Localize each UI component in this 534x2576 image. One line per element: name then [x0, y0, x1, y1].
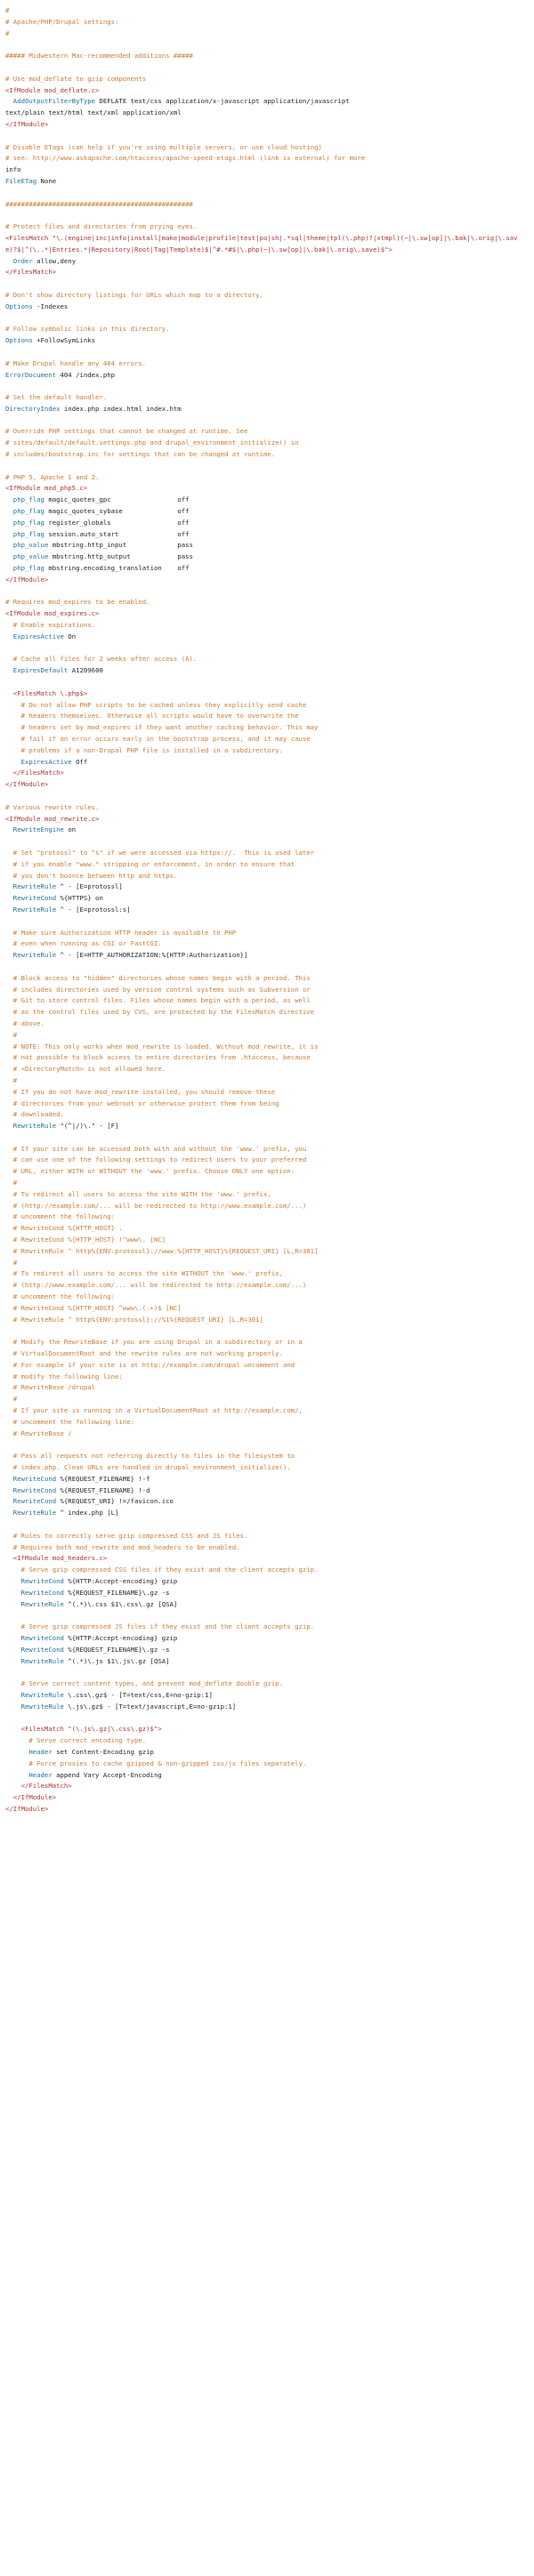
code-line: php_flag magic_quotes_sybase off — [12, 507, 190, 516]
code-line: Order allow,deny — [12, 256, 77, 265]
code-line: # Don't show directory listings for URLs which map to a directory. — [5, 290, 263, 299]
code-line: <FilesMatch "(\.js\.gz|\.css\.gz)$"> — [5, 1725, 162, 1734]
code-line: AddOutputFilterByType DEFLATE text/css application/x-javascript application/javascript — [12, 97, 350, 106]
code-line: # NOTE: This only works when mod_rewrite is loaded. Without mod_rewrite, it is — [5, 1042, 319, 1051]
code-line: # uncomment the following line: — [5, 1417, 134, 1426]
code-line: # — [5, 1179, 18, 1187]
code-line: # Apache/PHP/Drupal settings: — [5, 17, 119, 26]
code-line: # Use mod_deflate to gzip components — [5, 74, 147, 83]
code-line: # Set "protossl" to "s" if we were accessed via https://. This is used later — [5, 848, 315, 857]
code-line: # RewriteRule ^ http%{ENV:protossl}://www.%{HTTP_HOST}%{REQUEST_URI} [L,R=301] — [5, 1246, 319, 1255]
code-line — [5, 210, 529, 221]
code-line: # If you do not have mod_rewrite installed, you should remove these — [5, 1087, 276, 1096]
code-line: RewriteRule ^ - [E=protossl] — [12, 882, 123, 891]
code-line: DirectoryIndex index.php index.html index.htm — [5, 404, 182, 413]
code-line: # Follow symbolic links in this directory. — [5, 325, 170, 334]
code-line — [5, 347, 529, 358]
code-line: RewriteRule \.js\.gz$ - [T=text/javascript,E=no-gzip:1] — [20, 1702, 237, 1711]
code-line — [5, 791, 529, 802]
code-line: <IfModule mod_headers.c> — [5, 1554, 108, 1563]
code-line: php_flag mbstring.encoding_translation off — [12, 564, 190, 573]
code-line: ExpiresActive On — [12, 632, 77, 640]
code-line: # not possible to block access to entire directories from .htaccess, because — [5, 1053, 311, 1062]
code-line: # Requires mod_expires to be enabled. — [5, 598, 150, 607]
code-line: # Do not allow PHP scripts to be cached unless they explicitly send cache — [5, 700, 307, 709]
code-line: # see: http://www.askapache.com/htaccess/apache-speed-etags.html (link is external) for more — [5, 154, 366, 163]
code-line: # headers set by mod_expires if they want another caching behavior. This may — [5, 723, 319, 732]
code-line: # Serve correct encoding type. — [5, 1736, 147, 1745]
code-line: </FilesMatch> — [5, 769, 64, 777]
code-line: </IfModule> — [5, 119, 49, 128]
code-line: # Requires both mod_rewrite and mod_headers to be enabled. — [5, 1542, 240, 1551]
code-line — [5, 962, 529, 973]
code-line: RewriteRule ^ - [E=HTTP_AUTHORIZATION:%{HTTP:Authorization}] — [12, 951, 248, 960]
code-line: # Override PHP settings that cannot be changed at runtime. See — [5, 427, 248, 436]
code-line: RewriteRule "(^|/)\." - [F] — [12, 1122, 119, 1131]
code-line: </IfModule> — [5, 780, 49, 789]
code-line: # modify the following line: — [5, 1372, 123, 1381]
code-line: # To redirect all users to access the site WITH the 'www.' prefix, — [5, 1189, 271, 1198]
code-line: # uncomment the following: — [5, 1212, 116, 1221]
code-line: text/plain text/html text/xml application/xml — [5, 109, 182, 117]
code-line: # URL, either WITH or WITHOUT the 'www.' prefix. Choose ONLY one option: — [5, 1167, 295, 1176]
code-line: RewriteCond %{HTTP:Accept-encoding} gzip — [20, 1576, 178, 1585]
code-line — [5, 188, 529, 199]
code-line: # — [5, 28, 10, 37]
code-line: # uncomment the following: — [5, 1292, 116, 1301]
code-line — [5, 381, 529, 392]
code-line: # you don't bounce between http and https. — [5, 871, 178, 880]
code-line: # — [5, 1395, 18, 1404]
code-line: # Make sure Authorization HTTP header is available to PHP — [5, 928, 237, 937]
code-line: # RewriteCond %{HTTP_HOST} ^www\.(.+)$ [NC] — [5, 1303, 182, 1312]
code-line: # Rules to correctly serve gzip compressed CSS and JS files. — [5, 1531, 248, 1540]
code-line: # includes directories used by version control systems such as Subversion or — [5, 985, 311, 994]
code-line — [5, 39, 529, 51]
code-line: Options -Indexes — [5, 302, 69, 310]
code-line: </IfModule> — [5, 575, 49, 584]
code-line: # Cache all files for 2 weeks after access (A). — [5, 655, 198, 664]
code-line: # Block access to "hidden" directories whose names begin with a period. This — [5, 973, 311, 982]
code-line — [5, 586, 529, 598]
code-line: info — [5, 165, 21, 174]
code-line: # Force proxies to cache gzipped & non-gzipped css/js files separately. — [5, 1759, 307, 1767]
code-line: # VirtualDocumentRoot and the rewrite rules are not working properly. — [5, 1349, 283, 1358]
code-line: # (http://example.com/... will be redirected to http://www.example.com/...) — [5, 1201, 307, 1210]
code-line: # To redirect all users to access the site WITHOUT the 'www.' prefix, — [5, 1269, 283, 1278]
code-line: Header append Vary Accept-Encoding — [28, 1770, 162, 1779]
code-line — [5, 836, 529, 848]
code-line: Header set Content-Encoding gzip — [28, 1747, 154, 1756]
code-line: # can use one of the following settings to redirect users to your preferred — [5, 1155, 307, 1164]
code-line: # headers themselves. Otherwise all scripts would have to overwrite the — [5, 712, 299, 720]
code-line: RewriteCond %{REQUEST_FILENAME}\.gz -s — [20, 1588, 170, 1597]
code-line: RewriteCond %{REQUEST_FILENAME} !-f — [12, 1474, 150, 1483]
code-line: </IfModule> — [5, 1804, 49, 1813]
code-line: # Enable expirations. — [5, 621, 96, 630]
code-line: <IfModule mod_rewrite.c> — [5, 814, 100, 823]
code-line — [5, 643, 529, 655]
code-line: # Make Drupal handle any 404 errors. — [5, 358, 147, 367]
code-line: ErrorDocument 404 /index.php — [5, 370, 116, 379]
code-line: php_flag session.auto_start off — [12, 529, 190, 538]
code-line: php_value mbstring.http_output pass — [12, 552, 193, 561]
code-line: # RewriteCond %{HTTP_HOST} !^www\. [NC] — [5, 1236, 166, 1244]
code-line — [5, 1439, 529, 1451]
code-line: # Serve correct content types, and prevent mod_deflate double gzip. — [5, 1679, 283, 1688]
code-line: <IfModule mod_deflate.c> — [5, 85, 100, 94]
code-line: RewriteRule ^(.*)\.css $1\.css\.gz [QSA] — [20, 1599, 178, 1608]
code-line: php_flag register_globals off — [12, 518, 190, 527]
code-line: # even when running as CGI or FastCGI. — [5, 939, 162, 948]
code-line: # Pass all requests not referring directly to files in the filesystem to — [5, 1452, 295, 1461]
code-line: <IfModule mod_expires.c> — [5, 609, 100, 618]
code-line — [5, 415, 529, 427]
code-line: # — [5, 1075, 18, 1084]
code-line: RewriteCond %{HTTP:Accept-encoding} gzip — [20, 1633, 178, 1642]
code-line — [5, 1132, 529, 1144]
code-line — [5, 313, 529, 325]
code-line: php_flag magic_quotes_gpc off — [12, 495, 190, 504]
code-line: # problems if a non-Drupal PHP file is installed in a subdirectory. — [5, 745, 283, 754]
code-line: RewriteCond %{REQUEST_FILENAME} !-d — [12, 1485, 150, 1494]
code-line: # <DirectoryMatch> is not allowed here. — [5, 1065, 166, 1074]
code-line: RewriteRule ^(.*)\.js $1\.js\.gz [QSA] — [20, 1656, 170, 1665]
code-line: # Modify the RewriteBase if you are using Drupal in a subdirectory or in a — [5, 1338, 303, 1347]
code-line — [5, 1325, 529, 1337]
code-line — [5, 278, 529, 290]
code-line: </FilesMatch> — [5, 1782, 72, 1791]
code-line — [5, 461, 529, 472]
code-line: ##### Midwestern Mac-recommended additions ##### — [5, 52, 193, 60]
code-line — [5, 1519, 529, 1531]
code-line: # directories from your webroot or otherwise protect them from being — [5, 1099, 279, 1107]
code-line: php_value mbstring.http_input pass — [12, 541, 193, 550]
code-line: RewriteRule ^ - [E=protossl:s] — [12, 905, 131, 914]
code-line: RewriteEngine on — [12, 825, 77, 834]
code-line — [5, 916, 529, 928]
code-line: # Disable ETags (can help if you're using multiple servers, or use cloud hosting) — [5, 142, 322, 151]
code-line: # Serve gzip compressed CSS files if they exist and the client accepts gzip. — [5, 1566, 319, 1574]
code-line: # Protect files and directories from prying eyes. — [5, 222, 198, 231]
code-line: # RewriteBase /drupal — [5, 1383, 96, 1392]
code-line: ################################################ — [5, 199, 193, 208]
code-line: # If your site can be accessed both with and without the 'www.' prefix, you — [5, 1144, 307, 1153]
code-line — [5, 1713, 529, 1725]
code-line: RewriteRule \.css\.gz$ - [T=text/css,E=no-gzip:1] — [20, 1690, 213, 1699]
code-line: # RewriteBase / — [5, 1429, 72, 1437]
code-line: RewriteCond %{REQUEST_FILENAME}\.gz -s — [20, 1645, 170, 1654]
code-line — [5, 131, 529, 142]
code-line: # RewriteRule ^ http%{ENV:protossl}://%1%{REQUEST_URI} [L,R=301] — [5, 1315, 263, 1324]
code-line: <FilesMatch "\.(engine|inc|info|install|make|module|profile|test|po|sh|.*sql|theme|tpl(\.php)?|xtmpl)(~|\.sw[op]|\.bak|\.orig|\.save)?$|^(\..*|Entries.*|Repository|Root|Tag|Template)$|^#.*#$|\.php(~|\.sw[op]|\.bak|\.orig\.save)$"> — [5, 233, 518, 254]
code-line: </IfModule> — [5, 1793, 57, 1802]
code-line: # index.php. Clean URLs are handled in drupal_environment_initialize(). — [5, 1463, 291, 1471]
code-line: # above. — [5, 1018, 44, 1027]
code-line: # — [5, 1258, 18, 1267]
code-line: # as the control files used by CVS, are protected by the FilesMatch directive — [5, 1008, 315, 1017]
code-line — [5, 677, 529, 688]
code-line: # If your site is running in a VirtualDocumentRoot at http://example.com/, — [5, 1406, 303, 1415]
code-line: RewriteCond %{HTTPS} on — [12, 894, 103, 903]
code-line: # (http://www.example.com/... will be redirected to http://example.com/...) — [5, 1281, 307, 1290]
code-line: # PHP 5, Apache 1 and 2. — [5, 472, 100, 481]
code-line: ExpiresDefault A1209600 — [12, 666, 103, 675]
code-line: # RewriteCond %{HTTP_HOST} . — [5, 1224, 123, 1233]
code-line: # includes/bootstrap.inc for settings that can be changed at runtime. — [5, 450, 276, 459]
code-line: # Git to store control files. Files whose names begin with a period, as well — [5, 996, 311, 1005]
code-line: # downloaded. — [5, 1110, 64, 1119]
code-line: # — [5, 1030, 18, 1039]
code-line: # Set the default handler. — [5, 393, 108, 402]
code-line — [5, 1667, 529, 1678]
code-line: # if you enable "www." stripping or enforcement, in order to ensure that — [5, 859, 295, 868]
code-line: FileETag None — [5, 176, 57, 185]
code-line: # — [5, 6, 10, 14]
code-line: <FilesMatch \.php$> — [5, 688, 88, 697]
code-line: # Serve gzip compressed JS files if they exist and the client accepts gzip. — [5, 1622, 315, 1631]
code-line: # Various rewrite rules. — [5, 802, 100, 811]
code-line — [5, 1610, 529, 1622]
code-line: RewriteCond %{REQUEST_URI} !=/favicon.ico — [12, 1497, 174, 1506]
code-line — [5, 62, 529, 74]
code-line: # sites/default/default.settings.php and drupal_environment_initialize() in — [5, 439, 299, 447]
code-line: ExpiresActive Off — [20, 757, 88, 766]
code-line: # fail if an error occurs early in the bootstrap process, and it may cause — [5, 735, 311, 743]
code-line: <IfModule mod_php5.c> — [5, 484, 88, 493]
code-line: </FilesMatch> — [5, 268, 57, 277]
code-line: Options +FollowSymLinks — [5, 336, 96, 345]
code-line: RewriteRule ^ index.php [L] — [12, 1509, 119, 1517]
code-line: # For example if your site is at http://example.com/drupal uncomment and — [5, 1360, 295, 1369]
